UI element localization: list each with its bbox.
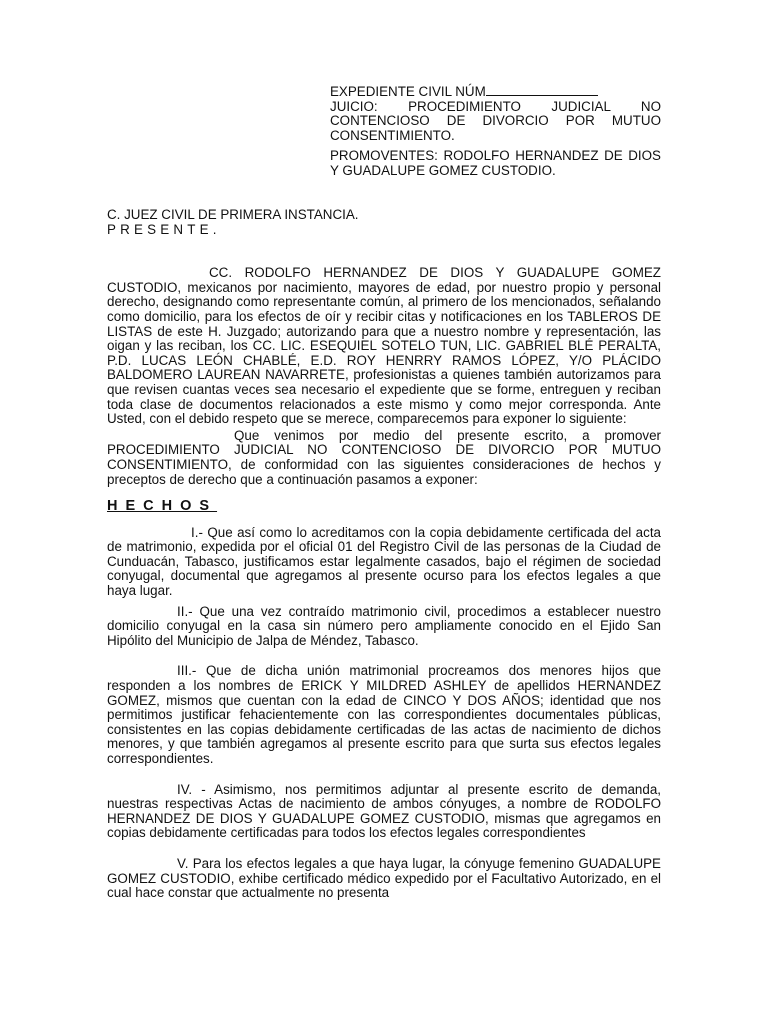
hecho-2-paragraph: II.- Que una vez contraído matrimonio civil, procedimos a establecer nuestro domicilio conyugal en la casa sin número pero ampliamente conocido en el Ejido San Hipólito del Municipio de Jalpa de Méndez, Tabasco. bbox=[107, 603, 661, 648]
intro-paragraph: CC. RODOLFO HERNANDEZ DE DIOS Y GUADALUPE GOMEZ CUSTODIO, mexicanos por nacimiento, mayores de edad, por nuestro propio y personal derecho, designando como representante común, al primero de los mencionados, señalando como domicilio, para los efectos de oír y recibir citas y notificaciones en los TABLEROS DE LISTAS de este H. Juzgado; autorizando para que a nuestro nombre y representación, las oigan y las reciban, los CC. LIC. ESEQUIEL SOTELO TUN, LIC. GABRIEL BLÉ PERALTA, P.D. LUCAS LEÓN CHABLÉ, E.D. ROY HENRRY RAMOS LÓPEZ, Y/O PLÁCIDO BALDOMERO LAUREAN NAVARRETE, profesionistas a quienes también autorizamos para que revisen cuantas veces sea necesario el expediente que se forme, entreguen y reciban toda clase de documentos relacionados a este mismo y como mejor corresponda. Ante Usted, con el debido respeto que se merece, comparecemos para exponer lo siguiente: bbox=[107, 265, 661, 427]
hechos-heading: HECHOS bbox=[107, 498, 218, 515]
hecho-1-paragraph: I.- Que así como lo acreditamos con la copia debidamente certificada del acta de matrimonio, expedida por el oficial 01 del Registro Civil de las personas de la Ciudad de Cunduacán, Tabasco, justificamos estar legalmente casados, bajo el régimen de sociedad conyugal, documental que agregamos al presente ocurso para los efectos legales a que haya lugar. bbox=[107, 524, 661, 599]
hecho-5-paragraph: V. Para los efectos legales a que haya lugar, la cónyuge femenino GUADALUPE GOMEZ CUSTODIO, exhibe certificado médico expedido por el Facultativo Autorizado, en el cual hace constar que actualmente no presenta bbox=[107, 855, 661, 901]
expediente-blank bbox=[486, 84, 598, 96]
expediente-line: EXPEDIENTE CIVIL NÚM bbox=[330, 84, 661, 100]
promover-paragraph: Que venimos por medio del presente escrito, a promover PROCEDIMIENTO JUDICIAL NO CONTENCIOSO DE DIVORCIO POR MUTUO CONSENTIMIENTO, de conformidad con las siguientes consideraciones de hechos y preceptos de derecho que a continuación pasamos a exponer: bbox=[107, 427, 661, 487]
juicio-line: JUICIO: PROCEDIMIENTO JUDICIAL NO CONTENCIOSO DE DIVORCIO POR MUTUO CONSENTIMIENTO. bbox=[330, 98, 661, 143]
hecho-4-paragraph: IV. - Asimismo, nos permitimos adjuntar al presente escrito de demanda, nuestras respectivas Actas de nacimiento de ambos cónyuges, a nombre de RODOLFO HERNANDEZ DE DIOS Y GUADALUPE GOMEZ CUSTODIO, mismas que agregamos en copias debidamente certificadas para todos los efectos legales correspondientes bbox=[107, 781, 661, 841]
document-body bbox=[107, 208, 661, 901]
addressee-line: C. JUEZ CIVIL DE PRIMERA INSTANCIA. bbox=[107, 207, 359, 222]
case-header bbox=[330, 84, 661, 179]
hecho-3-paragraph: III.- Que de dicha unión matrimonial procreamos dos menores hijos que responden a los nombres de ERICK Y MILDRED ASHLEY de apellidos HERNANDEZ GOMEZ, mismos que cuentan con la edad de CINCO Y DOS AÑOS; identidad que nos permitimos justificar fehacientemente con las correspondientes documentales públicas, consistentes en las copias debidamente certificadas de las actas de nacimiento de dichos menores, y que también agregamos al presente escrito para que surta sus efectos legales correspondientes. bbox=[107, 663, 661, 766]
promoventes-line: PROMOVENTES: RODOLFO HERNANDEZ DE DIOS Y GUADALUPE GOMEZ CUSTODIO. bbox=[330, 148, 661, 178]
presente-line: PRESENTE. bbox=[107, 221, 221, 237]
